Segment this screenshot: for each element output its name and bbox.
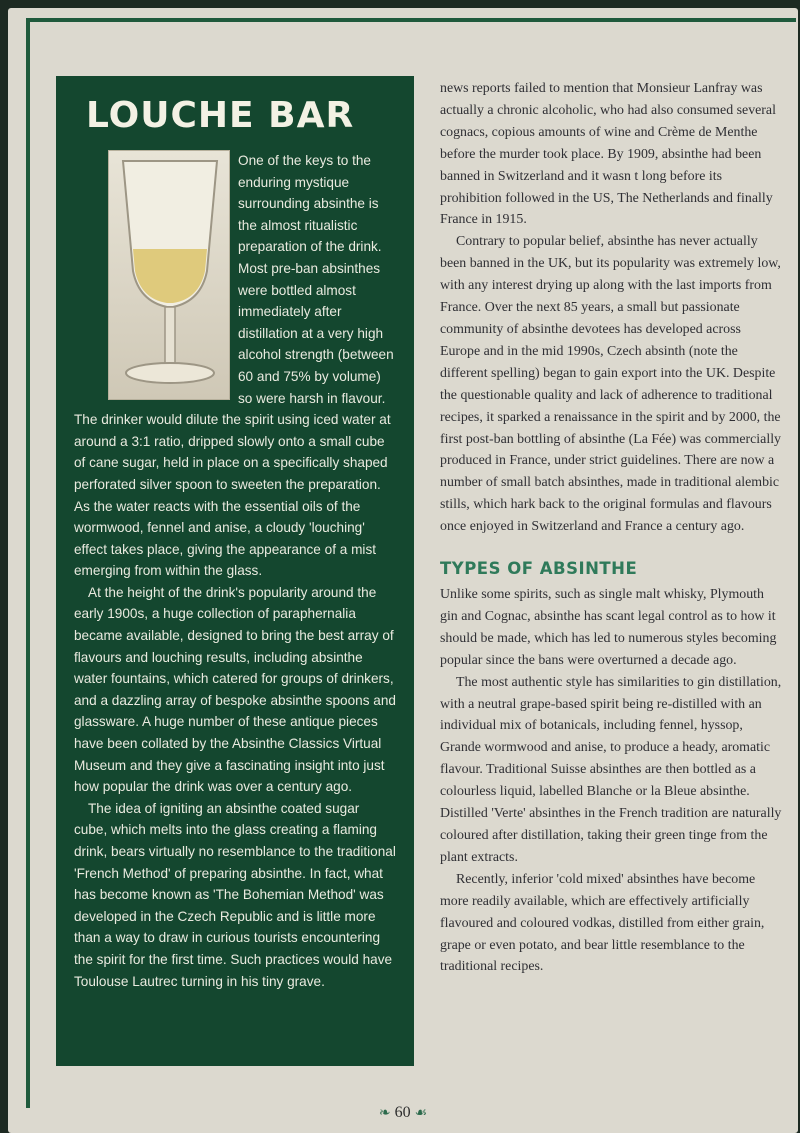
sidebar-paragraph: At the height of the drink's popularity around the early 1900s, a huge collection of paraphernalia became available, designed to bring the best array of flavours and louching results, including absinthe water fountains, which catered for groups of drinkers, and a dazzling array of bespoke absinthe spoons and glassware. A huge number of these antique pieces have been collated by the Absinthe Classics Virtual Museum and they give a fascinating insight into just how popular the drink was over a century ago.: [74, 584, 396, 795]
body-paragraph: Unlike some spirits, such as single malt whisky, Plymouth gin and Cognac, absinthe has scant legal control as to how it should be made, which has led to numerous styles becoming popular since the bans were overturned a decade ago.: [440, 587, 777, 668]
body-paragraph: Recently, inferior 'cold mixed' absinthes have become more readily available, which are effectively artificially flavoured and coloured vodkas, distilled from either grain, grape or even potato, and bear little resemblance to the traditional recipes.: [440, 871, 765, 975]
absinthe-glass-illustration: [109, 151, 231, 401]
body-paragraph: news reports failed to mention that Monsieur Lanfray was actually a chronic alcoholic, who had also consumed several cognacs, copious amounts of wine and Crème de Menthe before the murder took place. By 1909, absinthe had been banned in Switzerland and it wasn t long before its prohibition followed in the US, The Netherlands and finally France in 1915.: [440, 81, 776, 228]
absinthe-glass-photo: [108, 150, 230, 400]
page-number: 60: [394, 1104, 411, 1121]
left-ornament-icon: ❧: [378, 1106, 391, 1121]
sidebar-title: LOUCHE BAR: [86, 95, 355, 136]
body-paragraph: The most authentic style has similarities to gin distillation, with a neutral grape-based spirit being re-distilled with an individual mix of botanicals, including fennel, hyssop, Grande wormwood and anise, to produce a heady, aromatic flavour. Traditional Suisse absinthes are then bottled as a colourless liquid, labelled Blanche or la Bleue absinthe. Distilled 'Verte' absinthes in the French tradition are naturally coloured after distillation, taking their green tinge from the plant extracts.: [440, 674, 782, 865]
sidebar-paragraph: The idea of igniting an absinthe coated sugar cube, which melts into the glass creating a flaming drink, bears virtually no resemblance to the traditional 'French Method' of preparing absinthe. In fact, what has become known as 'The Bohemian Method' was developed in the Czech Republic and is little more than a way to draw in curious tourists encountering the spirit for the first time. Such practices would have Toulouse Lautrec turning in his tiny grave.: [74, 800, 396, 989]
sidebar-paragraph: One of the keys to the enduring mystique surrounding absinthe is the almost ritualistic preparation of the drink. Most pre-ban absinthes were bottled almost immediately after distillation at a very high alcohol strength (between 60 and 75% by volume) so were harsh in flavour. The drinker would dilute the spirit using iced water at around a 3:1 ratio, dripped slowly onto a small cube of cane sugar, held in place on a specifically shaped perforated silver spoon to sweeten the preparation. As the water reacts with the essential oils of the wormwood, fennel and anise, a cloudy 'louching' effect takes place, giving the appearance of a mist emerging from within the glass.: [74, 153, 394, 579]
magazine-page: [8, 8, 798, 1133]
main-column: [440, 78, 782, 978]
louche-bar-sidebar: [56, 76, 414, 1066]
page-folio: [8, 1104, 798, 1122]
right-ornament-icon: ☙: [414, 1106, 428, 1121]
body-paragraph: Contrary to popular belief, absinthe has never actually been banned in the UK, but its popularity was extremely low, with any interest drying up along with the last imports from France. Over the next 85 years, a small but passionate community of absinthe devotees has developed across Europe and in the mid 1990s, Czech absinth (note the different spelling) began to gain export into the UK. Despite the questionable quality and lack of adherence to traditional recipes, it sparked a renaissance in the spirit and by 2000, the first post-ban bottling of absinthe (La Fée) was commercially produced in France, under strict guidelines. There are now a number of small batch absinthes, made in traditional alembic stills, which hark back to the original formulas and flavours once enjoyed in Switzerland and France a century ago.: [440, 234, 781, 535]
section-heading: TYPES OF ABSINTHE: [440, 559, 638, 579]
